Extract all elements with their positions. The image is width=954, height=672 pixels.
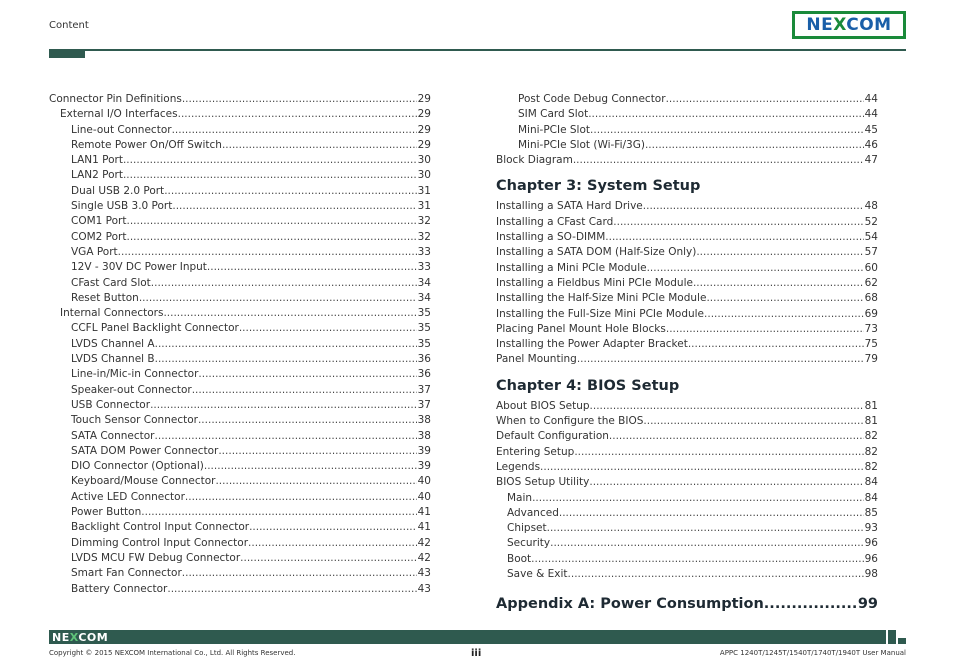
toc-entry-title: 12V - 30V DC Power Input [71, 261, 207, 274]
toc-entry-title: Security [507, 537, 551, 550]
toc-entry-page: 62 [864, 276, 878, 289]
toc-entry-page: 44 [864, 108, 878, 121]
toc-entry-page: 41 [417, 506, 431, 519]
toc-entry[interactable] [496, 108, 878, 123]
toc-entry-title: Legends [496, 460, 541, 473]
toc-entry[interactable] [496, 568, 878, 583]
toc-entry-title: Installing a SATA Hard Drive [496, 200, 643, 213]
toc-entry-title: Advanced [507, 506, 559, 519]
toc-entry-title: Line-in/Mic-in Connector [71, 368, 199, 381]
toc-entry-page: 41 [417, 521, 431, 534]
leader-dots [550, 537, 864, 549]
toc-entry[interactable] [49, 185, 431, 200]
toc-entry-page: 30 [417, 169, 431, 182]
toc-entry[interactable] [49, 583, 431, 598]
leader-dots [150, 399, 417, 411]
leader-dots [123, 154, 417, 166]
toc-entry-page: 33 [417, 245, 431, 258]
toc-entry-page: 36 [417, 368, 431, 381]
toc-entry[interactable] [496, 446, 878, 461]
leader-dots [218, 445, 416, 457]
leader-dots [222, 139, 417, 151]
toc-entry-title: SATA Connector [71, 429, 155, 442]
leader-dots [240, 552, 416, 564]
toc-entry-page: 69 [864, 307, 878, 320]
leader-dots [609, 430, 864, 442]
toc-entry-title: Mini-PCIe Slot (Wi-Fi/3G) [518, 138, 645, 151]
toc-entry-page: 29 [417, 123, 431, 136]
toc-entry-page: 93 [864, 522, 878, 535]
toc-entry[interactable] [49, 567, 431, 582]
toc-entry-page: 30 [417, 154, 431, 167]
leader-dots [704, 308, 864, 320]
toc-entry[interactable] [49, 246, 431, 261]
toc-entry-title: Panel Mounting [496, 353, 577, 366]
toc-entry-page: 34 [417, 276, 431, 289]
toc-entry-page: 96 [864, 552, 878, 565]
toc-entry[interactable] [49, 368, 431, 383]
toc-entry-title: Dual USB 2.0 Port [71, 184, 165, 197]
page-number: iii [471, 648, 482, 659]
toc-entry-page: 82 [864, 460, 878, 473]
toc-entry-title: Power Button [71, 506, 142, 519]
toc-entry-page: 32 [417, 215, 431, 228]
toc-entry-title: CFast Card Slot [71, 276, 151, 289]
header-rule [49, 49, 906, 51]
leader-dots [239, 322, 417, 334]
toc-entry-page: 45 [864, 123, 878, 136]
leader-dots [643, 415, 863, 427]
toc-entry-page: 48 [864, 200, 878, 213]
toc-entry[interactable] [496, 231, 878, 246]
leader-dots [172, 124, 417, 136]
toc-entry-page: 68 [864, 292, 878, 305]
header-tab [49, 49, 85, 58]
toc-entry-title: LVDS MCU FW Debug Connector [71, 551, 241, 564]
appendix-page: 99 [857, 596, 878, 613]
toc-entry[interactable] [496, 461, 878, 476]
leader-dots [643, 200, 864, 212]
toc-entry[interactable] [49, 124, 431, 139]
toc-entry-title: SATA DOM Power Connector [71, 444, 219, 457]
leader-dots [588, 108, 863, 120]
toc-entry-page: 32 [417, 230, 431, 243]
toc-entry-page: 82 [864, 445, 878, 458]
leader-dots [163, 307, 416, 319]
toc-entry[interactable] [49, 108, 431, 123]
toc-entry[interactable] [496, 292, 878, 307]
appendix-entry[interactable] [496, 596, 878, 614]
toc-entry[interactable] [49, 93, 431, 108]
toc-entry-page: 42 [417, 551, 431, 564]
leader-dots [141, 506, 416, 518]
toc-entry[interactable] [496, 476, 878, 491]
toc-entry-page: 35 [417, 307, 431, 320]
toc-entry-page: 39 [417, 444, 431, 457]
toc-entry-title: When to Configure the BIOS [496, 415, 644, 428]
toc-entry-title: COM1 Port [71, 215, 127, 228]
toc-entry-page: 84 [864, 491, 878, 504]
toc-entry-title: Installing a CFast Card [496, 215, 614, 228]
toc-entry-page: 81 [864, 415, 878, 428]
toc-entry[interactable] [49, 338, 431, 353]
leader-dots [590, 400, 864, 412]
toc-entry-page: 98 [864, 568, 878, 581]
toc-entry-page: 52 [864, 215, 878, 228]
toc-entry-page: 85 [864, 506, 878, 519]
toc-entry-title: SIM Card Slot [518, 108, 589, 121]
toc-right-column [496, 93, 878, 614]
leader-dots [706, 292, 863, 304]
toc-entry-title: Smart Fan Connector [71, 567, 182, 580]
toc-entry[interactable] [49, 154, 431, 169]
toc-entry[interactable] [496, 124, 878, 139]
leader-dots [198, 414, 417, 426]
leader-dots [185, 491, 417, 503]
toc-entry[interactable] [496, 277, 878, 292]
toc-entry-title: USB Connector [71, 398, 151, 411]
toc-entry-title: External I/O Interfaces [60, 108, 178, 121]
toc-entry-title: VGA Port [71, 245, 118, 258]
toc-entry[interactable] [496, 246, 878, 261]
header-label: Content [49, 20, 89, 31]
leader-dots [198, 368, 416, 380]
toc-entry[interactable] [496, 507, 878, 522]
leader-dots [248, 537, 417, 549]
toc-entry[interactable] [49, 384, 431, 399]
leader-dots [693, 277, 864, 289]
toc-entry[interactable] [49, 353, 431, 368]
toc-entry-page: 37 [417, 383, 431, 396]
leader-dots [155, 353, 417, 365]
leader-dots [151, 277, 417, 289]
leader-dots [531, 553, 863, 565]
manual-title: APPC 1240T/1245T/1540T/1740T/1940T User Manual [719, 649, 906, 657]
leader-dots [647, 262, 864, 274]
toc-entry[interactable] [496, 353, 878, 368]
leader-dots [613, 216, 863, 228]
toc-entry-title: Installing a Fieldbus Mini PCIe Module [496, 276, 693, 289]
toc-entry-title: Line-out Connector [71, 123, 172, 136]
leader-dots [155, 338, 417, 350]
leader-dots [167, 583, 416, 595]
toc-entry-title: LVDS Channel A [71, 337, 155, 350]
leader-dots [164, 185, 416, 197]
leader-dots [559, 507, 864, 519]
footer-logo: NEXCOM [52, 631, 109, 644]
toc-entry-title: Battery Connector [71, 582, 168, 595]
toc-entry[interactable] [49, 445, 431, 460]
toc-left-column [49, 93, 431, 598]
toc-entry-page: 73 [864, 322, 878, 335]
leader-dots [764, 596, 858, 612]
toc-entry[interactable] [49, 139, 431, 154]
toc-entry-title: About BIOS Setup [496, 399, 590, 412]
leader-dots [568, 568, 864, 580]
toc-entry-page: 36 [417, 353, 431, 366]
toc-entry-title: Internal Connectors [60, 307, 164, 320]
toc-entry-page: 84 [864, 476, 878, 489]
toc-entry-page: 33 [417, 261, 431, 274]
toc-entry[interactable] [496, 93, 878, 108]
leader-dots [215, 475, 416, 487]
toc-entry[interactable] [496, 537, 878, 552]
leader-dots [666, 93, 864, 105]
toc-entry-title: Reset Button [71, 291, 139, 304]
toc-entry[interactable] [49, 460, 431, 475]
leader-dots [532, 492, 864, 504]
toc-entry-title: Speaker-out Connector [71, 383, 192, 396]
leader-dots [590, 124, 864, 136]
toc-entry-title: Block Diagram [496, 154, 573, 167]
leader-dots [127, 231, 417, 243]
toc-entry-title: Connector Pin Definitions [49, 93, 182, 105]
toc-entry[interactable] [49, 292, 431, 307]
toc-entry-page: 29 [417, 138, 431, 151]
leader-dots [123, 169, 417, 181]
toc-entry-title: Installing a Mini PCIe Module [496, 261, 647, 274]
toc-entry-title: Active LED Connector [71, 490, 185, 503]
toc-entry[interactable] [496, 323, 878, 338]
leader-dots [540, 461, 864, 473]
toc-entry-title: Backlight Control Input Connector [71, 521, 250, 534]
toc-entry[interactable] [496, 553, 878, 568]
toc-entry-page: 54 [864, 231, 878, 244]
toc-entry-title: Placing Panel Mount Hole Blocks [496, 322, 666, 335]
toc-entry[interactable] [496, 308, 878, 323]
leader-dots [574, 446, 863, 458]
chapter4-heading[interactable]: Chapter 4: BIOS Setup [496, 377, 680, 394]
toc-entry[interactable] [49, 215, 431, 230]
toc-entry[interactable] [49, 261, 431, 276]
toc-entry-page: 75 [864, 338, 878, 351]
footer-squares-icon [888, 630, 906, 644]
toc-entry-title: DIO Connector (Optional) [71, 460, 204, 473]
leader-dots [182, 93, 417, 105]
copyright-text: Copyright © 2015 NEXCOM International Co., Ltd. All Rights Reserved. [49, 649, 296, 657]
toc-entry-title: Installing the Power Adapter Bracket [496, 338, 688, 351]
leader-dots [696, 246, 863, 258]
toc-entry[interactable] [496, 430, 878, 445]
toc-entry-title: Installing the Full-Size Mini PCIe Module [496, 307, 705, 320]
toc-entry-page: 31 [417, 200, 431, 213]
toc-entry[interactable] [496, 338, 878, 353]
toc-entry-title: LVDS Channel B [71, 353, 155, 366]
toc-entry-title: Mini-PCIe Slot [518, 123, 591, 136]
toc-entry[interactable] [496, 262, 878, 277]
toc-entry[interactable] [49, 506, 431, 521]
toc-entry-page: 38 [417, 414, 431, 427]
toc-entry[interactable] [49, 537, 431, 552]
toc-entry[interactable] [496, 154, 878, 169]
toc-entry[interactable] [496, 415, 878, 430]
leader-dots [127, 215, 417, 227]
toc-entry-page: 35 [417, 337, 431, 350]
leader-dots [573, 154, 864, 166]
leader-dots [172, 200, 416, 212]
leader-dots [547, 522, 864, 534]
leader-dots [118, 246, 417, 258]
toc-entry-title: LAN2 Port [71, 169, 123, 182]
toc-entry[interactable] [49, 475, 431, 490]
toc-entry[interactable] [49, 521, 431, 536]
toc-entry-page: 31 [417, 184, 431, 197]
toc-entry-title: Installing the Half-Size Mini PCIe Module [496, 292, 707, 305]
toc-entry-title: Chipset [507, 522, 547, 535]
toc-entry-page: 34 [417, 291, 431, 304]
toc-entry-page: 37 [417, 398, 431, 411]
toc-entry[interactable] [49, 169, 431, 184]
toc-entry-title: COM2 Port [71, 230, 127, 243]
toc-entry-page: 44 [864, 93, 878, 105]
leader-dots [645, 139, 864, 151]
toc-entry[interactable] [496, 400, 878, 415]
toc-entry-title: Remote Power On/Off Switch [71, 138, 222, 151]
toc-entry-title: Main [507, 491, 533, 504]
appendix-title: Appendix A: Power Consumption [496, 596, 764, 613]
toc-entry[interactable] [49, 552, 431, 567]
toc-entry[interactable] [496, 200, 878, 215]
toc-entry-page: 82 [864, 430, 878, 443]
leader-dots [589, 476, 863, 488]
toc-entry-page: 39 [417, 460, 431, 473]
leader-dots [182, 567, 417, 579]
toc-entry[interactable] [496, 522, 878, 537]
leader-dots [666, 323, 864, 335]
toc-entry[interactable] [49, 200, 431, 215]
toc-entry-page: 29 [417, 93, 431, 105]
toc-entry[interactable] [496, 139, 878, 154]
toc-entry-page: 46 [864, 138, 878, 151]
leader-dots [155, 430, 417, 442]
toc-entry-title: Single USB 3.0 Port [71, 200, 173, 213]
toc-entry-page: 79 [864, 353, 878, 366]
toc-entry-title: Installing a SATA DOM (Half-Size Only) [496, 246, 697, 259]
toc-entry-page: 38 [417, 429, 431, 442]
toc-entry-page: 40 [417, 475, 431, 488]
toc-entry[interactable] [49, 231, 431, 246]
leader-dots [688, 338, 864, 350]
toc-entry-page: 60 [864, 261, 878, 274]
toc-entry-page: 43 [417, 582, 431, 595]
leader-dots [139, 292, 417, 304]
toc-entry-page: 35 [417, 322, 431, 335]
toc-entry-title: Default Configuration [496, 430, 609, 443]
leader-dots [207, 261, 417, 273]
toc-entry-title: BIOS Setup Utility [496, 476, 590, 489]
leader-dots [577, 353, 864, 365]
toc-entry[interactable] [49, 491, 431, 506]
toc-entry-page: 29 [417, 108, 431, 121]
toc-entry[interactable] [496, 216, 878, 231]
toc-entry-page: 96 [864, 537, 878, 550]
toc-entry[interactable] [496, 492, 878, 507]
toc-entry-page: 47 [864, 154, 878, 167]
toc-entry-page: 81 [864, 399, 878, 412]
toc-entry[interactable] [49, 430, 431, 445]
toc-entry[interactable] [49, 277, 431, 292]
toc-entry-title: CCFL Panel Backlight Connector [71, 322, 239, 335]
toc-entry-title: LAN1 Port [71, 154, 123, 167]
toc-entry-title: Dimming Control Input Connector [71, 536, 249, 549]
toc-entry[interactable] [49, 307, 431, 322]
leader-dots [249, 521, 417, 533]
leader-dots [192, 384, 417, 396]
leader-dots [178, 108, 417, 120]
toc-entry-title: Save & Exit [507, 568, 568, 581]
toc-entry[interactable] [49, 399, 431, 414]
chapter3-heading[interactable]: Chapter 3: System Setup [496, 178, 701, 195]
toc-entry-title: Entering Setup [496, 445, 575, 458]
toc-entry-title: Post Code Debug Connector [518, 93, 666, 105]
toc-entry-title: Boot [507, 552, 532, 565]
toc-entry-title: Installing a SO-DIMM [496, 231, 606, 244]
toc-entry-page: 43 [417, 567, 431, 580]
toc-entry-title: Touch Sensor Connector [71, 414, 198, 427]
toc-entry-title: Keyboard/Mouse Connector [71, 475, 216, 488]
toc-entry[interactable] [49, 322, 431, 337]
footer-bar [49, 630, 886, 644]
leader-dots [204, 460, 417, 472]
toc-entry-page: 42 [417, 536, 431, 549]
toc-entry[interactable] [49, 414, 431, 429]
nexcom-logo: NEXCOM [792, 11, 906, 39]
leader-dots [605, 231, 863, 243]
toc-entry-page: 57 [864, 246, 878, 259]
toc-entry-page: 40 [417, 490, 431, 503]
